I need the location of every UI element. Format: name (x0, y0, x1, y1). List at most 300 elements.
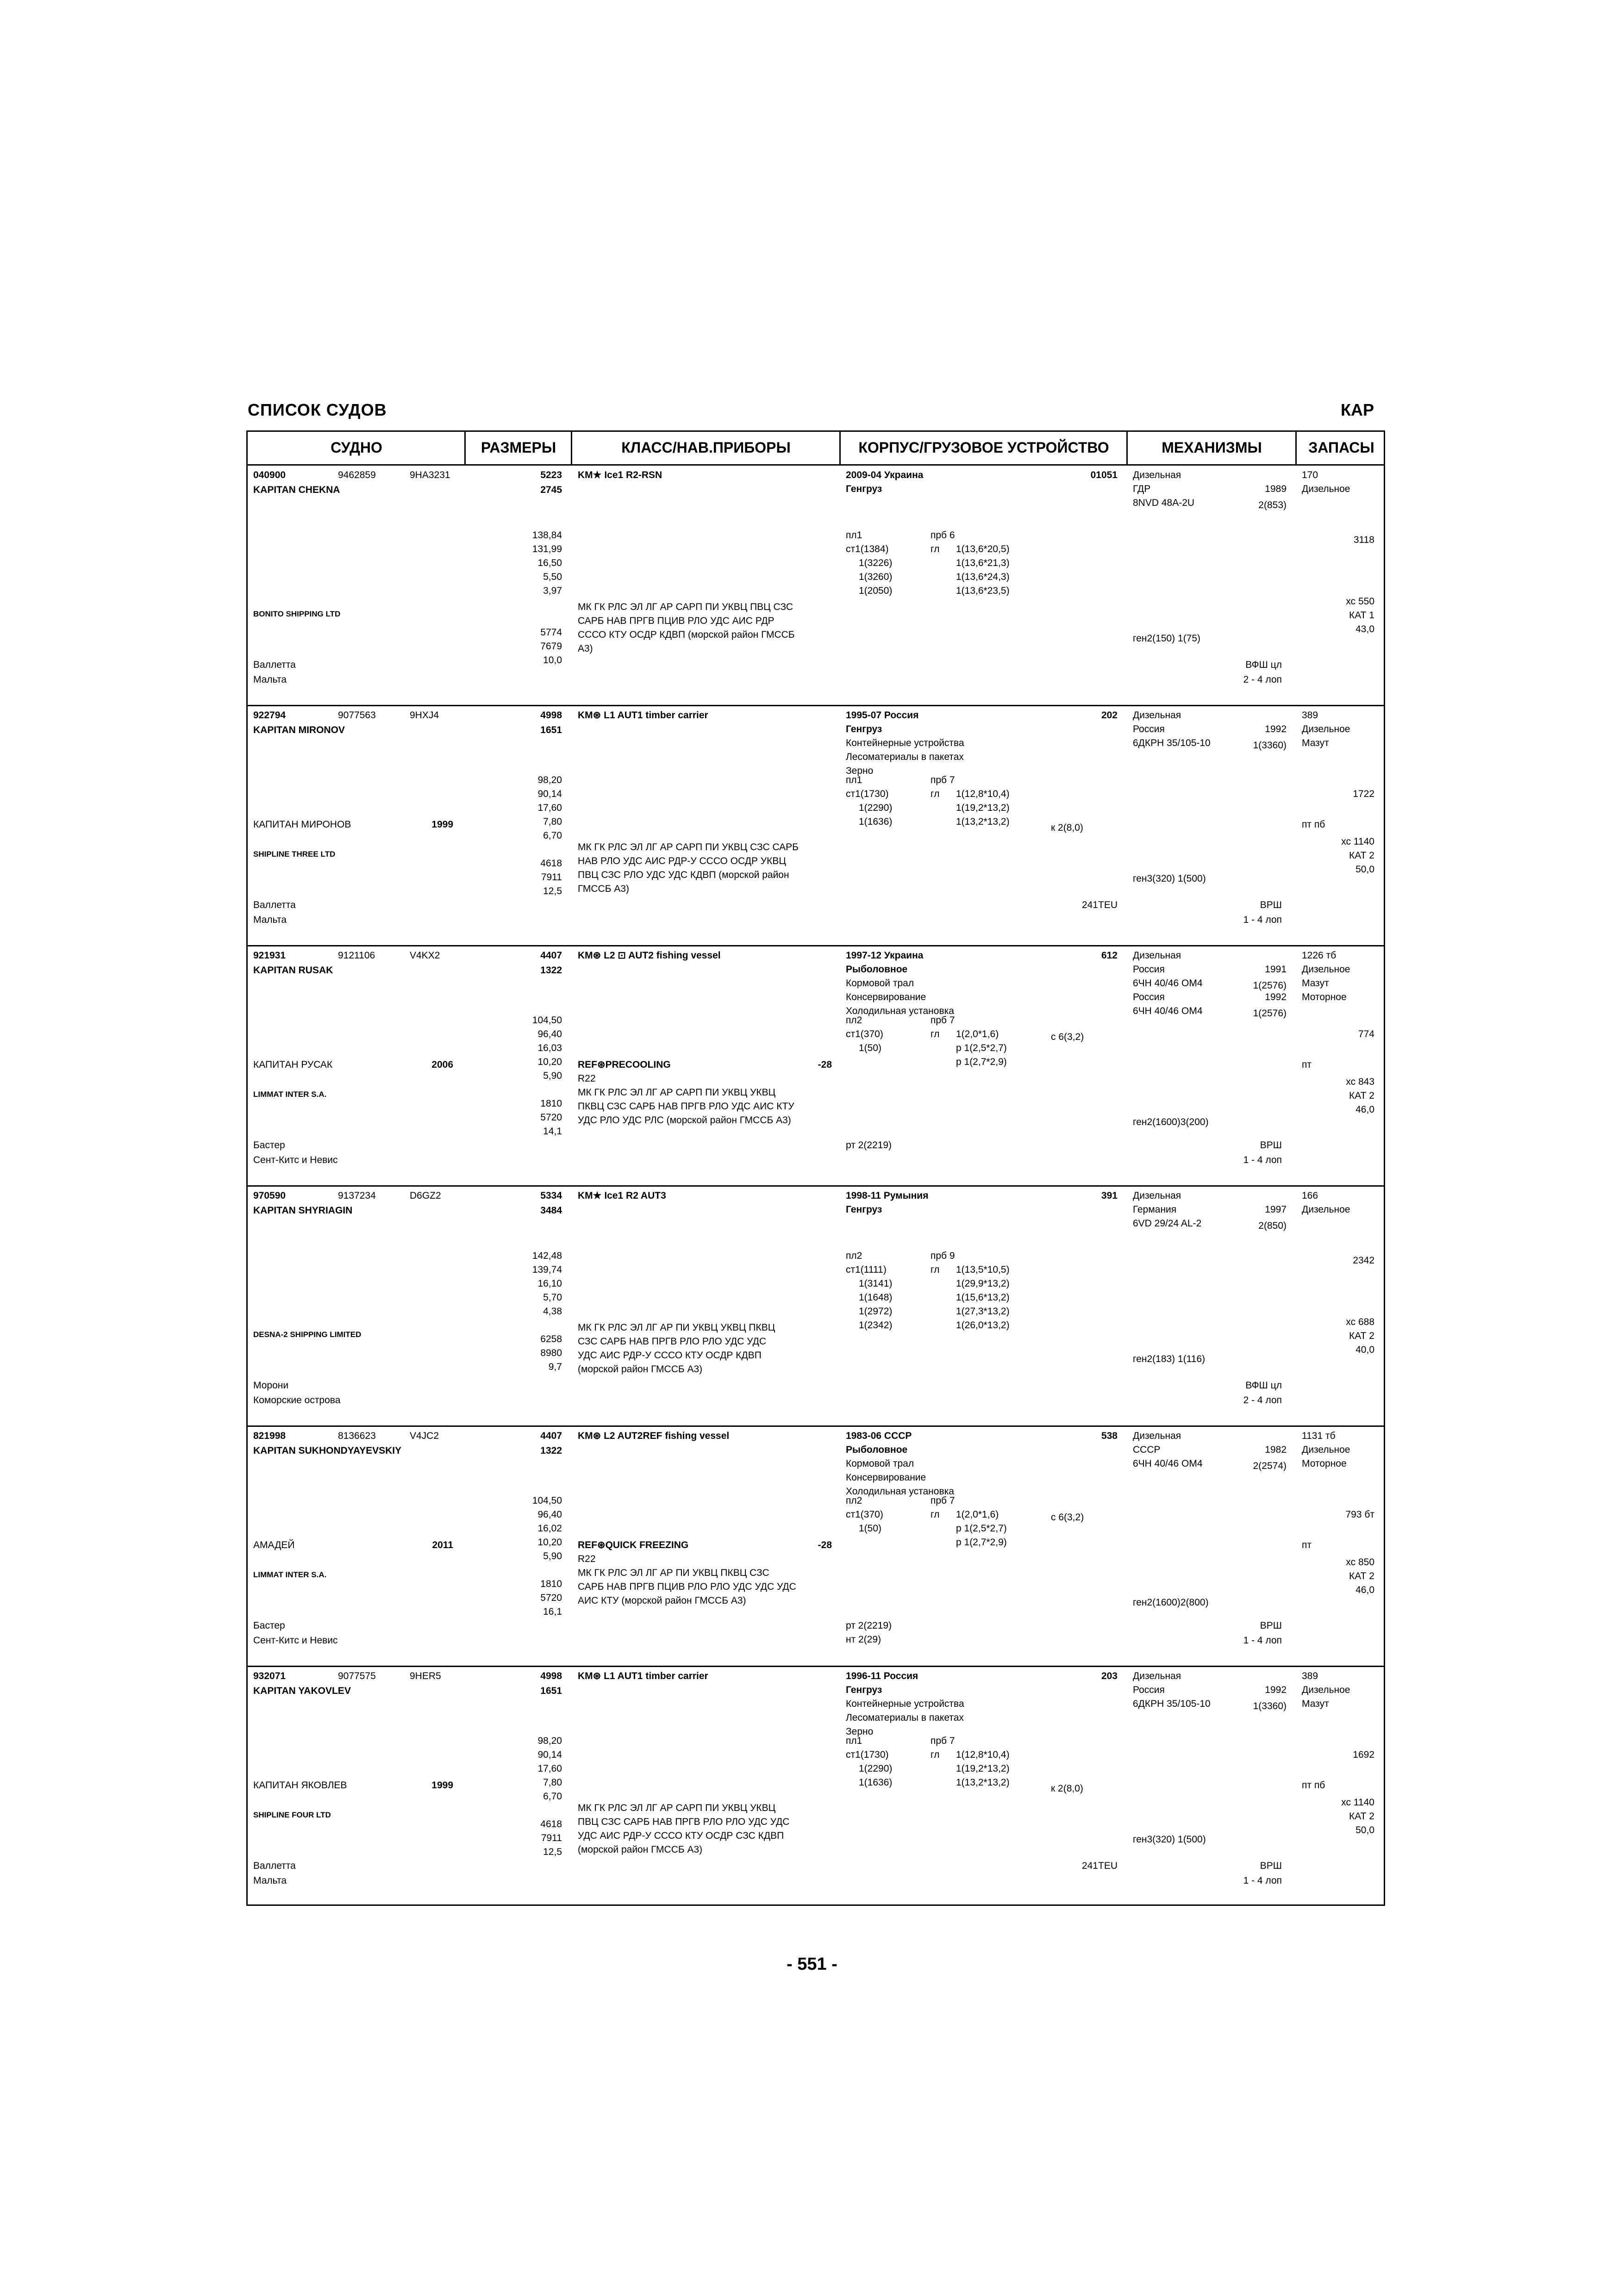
col-razmery-header: РАЗМЕРЫ (481, 439, 556, 456)
reg-number: 040900 (253, 470, 286, 480)
dimension-value: 10,0 (543, 655, 562, 666)
fuel-type-line: 389 (1302, 710, 1318, 721)
dimension-value: 3,97 (543, 585, 562, 596)
engine-power: 1(2576) (1253, 980, 1287, 991)
fuel-capacity: 1692 (1353, 1749, 1374, 1760)
engine-power: 1(3360) (1253, 1701, 1287, 1711)
hatch-size: 1(13,6*24,3) (956, 572, 1010, 582)
engine-line: Россия (1133, 724, 1165, 734)
hatch-size: р 1(2,7*2,9) (956, 1057, 1007, 1067)
home-port: Бастер (253, 1620, 285, 1631)
hold-hatch-label: прб 6 (931, 530, 955, 541)
build-date-country: 1996-11 Россия (846, 1671, 918, 1681)
endurance-line: хс 843 (1346, 1076, 1374, 1087)
dimension-value: 16,10 (537, 1278, 562, 1289)
dimension-value: 131,99 (532, 544, 562, 554)
reefer-class: REF⊛PRECOOLING (578, 1059, 671, 1070)
tank-capacity: нт 2(29) (846, 1634, 881, 1645)
class-notation: KM⊛ L1 AUT1 timber carrier (578, 710, 708, 721)
page-header-title: СПИСОК СУДОВ (248, 400, 387, 419)
call-sign: 9HA3231 (410, 470, 450, 480)
reg-number: 921931 (253, 950, 286, 961)
hatch-size: 1(13,5*10,5) (956, 1264, 1010, 1275)
hatch-size: 1(12,8*10,4) (956, 1749, 1010, 1760)
hold-capacity: 1(2972) (859, 1306, 893, 1317)
ship-record (248, 946, 1384, 1186)
class-notation: KM★ Ice1 R2-RSN (578, 470, 662, 480)
hold-capacity: пл2 (846, 1251, 862, 1261)
hull-type-line: Консервирование (846, 992, 926, 1002)
dimension-value: 7,80 (543, 816, 562, 827)
teu-capacity: 241TEU (1081, 1860, 1118, 1871)
yard-number: 203 (1101, 1671, 1118, 1681)
engine-power: 1(2576) (1253, 1008, 1287, 1019)
engine-year: 1991 (1265, 964, 1287, 975)
gross-tonnage: 4998 (540, 710, 562, 721)
hold-capacity: 1(3226) (859, 558, 893, 568)
endurance-line: 50,0 (1355, 864, 1374, 875)
propeller-blades: 1 - 4 лоп (1243, 915, 1282, 925)
home-port: Валлетта (253, 660, 296, 670)
former-name-year: 2011 (432, 1540, 453, 1550)
fuel-type-line: Дизельное (1302, 484, 1350, 494)
former-name: КАПИТАН РУСАК (253, 1059, 333, 1070)
dimension-value: 4,38 (543, 1306, 562, 1317)
engine-line: Россия (1133, 1685, 1165, 1695)
hold-capacity: ст1(1730) (846, 1749, 889, 1760)
imo-number: 9462859 (338, 470, 376, 480)
page-header-section: КАР (1341, 400, 1374, 419)
hold-hatch-label: гл (931, 789, 940, 799)
class-notation: KM★ Ice1 R2 AUT3 (578, 1190, 666, 1201)
endurance-line: КАТ 2 (1349, 1331, 1374, 1341)
dimension-value: 5720 (540, 1593, 562, 1603)
ship-record (248, 1667, 1384, 1907)
hold-capacity: ст1(1384) (846, 544, 889, 554)
propeller-type: ВФШ цл (1245, 1380, 1282, 1391)
home-port: Валлетта (253, 1860, 296, 1871)
engine-line: Россия (1133, 964, 1165, 975)
dimension-value: 6,70 (543, 1791, 562, 1802)
hold-capacity: 1(50) (859, 1043, 882, 1053)
reg-number: 970590 (253, 1190, 286, 1201)
net-tonnage: 1651 (540, 725, 562, 735)
yard-number: 612 (1101, 950, 1118, 961)
hold-hatch-label: гл (931, 1264, 940, 1275)
nav-equipment-line: УДС РЛО УДС РЛС (морской район ГМССБ А3) (578, 1115, 791, 1126)
dimension-value: 5,50 (543, 572, 562, 582)
generators: ген2(1600)3(200) (1133, 1117, 1209, 1127)
hull-type-line: Генгруз (846, 1685, 882, 1695)
yard-number: 202 (1101, 710, 1118, 721)
former-name-year: 2006 (431, 1059, 453, 1070)
ship-name: KAPITAN CHEKNA (253, 485, 340, 495)
dimension-value: 4618 (540, 1819, 562, 1829)
engine-line: Дизельная (1133, 1671, 1181, 1681)
home-port: Морони (253, 1380, 289, 1391)
engine-line: Дизельная (1133, 710, 1181, 721)
endurance-line: 46,0 (1355, 1104, 1374, 1115)
imo-number: 9121106 (338, 950, 375, 961)
nav-equipment-line: МК ГК РЛС ЭЛ ЛГ АР САРП ПИ УКВЦ СЗС САРБ (578, 842, 799, 852)
endurance-line: 50,0 (1355, 1825, 1374, 1836)
call-sign: V4JC2 (410, 1431, 439, 1441)
nav-equipment-line: МК ГК РЛС ЭЛ ЛГ АР САРП ПИ УКВЦ УКВЦ (578, 1803, 776, 1813)
hull-type-line: Контейнерные устройства (846, 1699, 964, 1709)
engine-line: ГДР (1133, 484, 1151, 494)
owner: SHIPLINE THREE LTD (253, 850, 336, 859)
hull-type-line: Кормовой трал (846, 1458, 914, 1469)
ship-record (248, 1426, 1384, 1667)
hold-capacity: 1(2342) (859, 1320, 893, 1331)
endurance-line: КАТ 2 (1349, 1090, 1374, 1101)
hatch-size: 1(29,9*13,2) (956, 1278, 1010, 1289)
fuel-type-line: Дизельное (1302, 724, 1350, 734)
former-name: КАПИТАН ЯКОВЛЕВ (253, 1780, 347, 1791)
call-sign: V4KX2 (410, 950, 440, 961)
hatch-size: р 1(2,7*2,9) (956, 1537, 1007, 1548)
owner: BONITO SHIPPING LTD (253, 610, 341, 618)
yard-number: 538 (1101, 1431, 1118, 1441)
hold-capacity: 1(1636) (859, 1777, 893, 1788)
page-number: - 551 - (787, 1954, 837, 1974)
hold-capacity: 1(2290) (859, 803, 893, 813)
hull-type-line: Генгруз (846, 1204, 882, 1215)
engine-line: 6VD 29/24 AL-2 (1133, 1218, 1202, 1229)
call-sign: D6GZ2 (410, 1190, 441, 1201)
imo-number: 9137234 (338, 1190, 376, 1201)
engine-line: 6ДКРН 35/105-10 (1133, 738, 1211, 748)
hold-capacity: пл2 (846, 1015, 862, 1026)
generators: ген2(183) 1(116) (1133, 1354, 1206, 1364)
hold-capacity: 1(3141) (859, 1278, 893, 1289)
dimension-value: 5,90 (543, 1551, 562, 1562)
engine-line: 6ДКРН 35/105-10 (1133, 1699, 1211, 1709)
flag: Мальта (253, 1875, 287, 1886)
gross-tonnage: 4998 (540, 1671, 562, 1681)
engine-line: Дизельная (1133, 1431, 1181, 1441)
build-date-country: 1983-06 СССР (846, 1431, 912, 1441)
dimension-value: 10,20 (537, 1057, 562, 1067)
hatch-size: 1(13,2*13,2) (956, 816, 1010, 827)
nav-equipment-line: МК ГК РЛС ЭЛ ЛГ АР ПИ УКВЦ УКВЦ ПКВЦ (578, 1322, 775, 1333)
nav-equipment-line: ПВЦ СЗС РЛО УДС УДС КДВП (морской район (578, 870, 789, 880)
nav-equipment-line: МК ГК РЛС ЭЛ ЛГ АР САРП ПИ УКВЦ ПВЦ СЗС (578, 602, 793, 612)
dimension-value: 5,70 (543, 1292, 562, 1303)
nav-equipment-line: ПВЦ СЗС САРБ НАВ ПРГВ РЛО РЛО УДС УДС (578, 1817, 790, 1827)
dimension-value: 90,14 (537, 1749, 562, 1760)
dimension-value: 104,50 (532, 1495, 562, 1506)
dimension-value: 96,40 (537, 1029, 562, 1039)
build-date-country: 2009-04 Украина (846, 470, 924, 480)
engine-line: Россия (1133, 992, 1165, 1002)
cargo-crane: с 6(3,2) (1051, 1512, 1084, 1523)
column-divider (1295, 432, 1297, 465)
hull-type-line: Рыболовное (846, 964, 908, 975)
nav-equipment-line: САРБ НАВ ПРГВ ПЦИВ РЛО УДС АИС РДР (578, 616, 775, 626)
dimension-value: 96,40 (537, 1509, 562, 1520)
fuel-extra: пт пб (1302, 1780, 1325, 1791)
hold-hatch-label: прб 9 (931, 1251, 955, 1261)
endurance-line: хс 1140 (1341, 1797, 1374, 1808)
gross-tonnage: 5223 (540, 470, 562, 480)
hold-capacity: ст1(370) (846, 1029, 883, 1039)
engine-power: 1(3360) (1253, 740, 1287, 751)
dimension-value: 6,70 (543, 830, 562, 841)
build-date-country: 1997-12 Украина (846, 950, 924, 961)
former-name: КАПИТАН МИРОНОВ (253, 819, 351, 830)
former-name-year: 1999 (431, 1780, 453, 1791)
fuel-type-line: 389 (1302, 1671, 1318, 1681)
endurance-line: КАТ 2 (1349, 1571, 1374, 1581)
hatch-size: 1(13,6*21,3) (956, 558, 1010, 568)
nav-equipment-line: НАВ РЛО УДС АИС РДР-У СССО ОСДР УКВЦ (578, 856, 786, 866)
imo-number: 9077563 (338, 710, 376, 721)
engine-line: Дизельная (1133, 1190, 1181, 1201)
nav-equipment-line: АИС КТУ (морской район ГМССБ А3) (578, 1595, 746, 1606)
nav-equipment-line: А3) (578, 643, 593, 654)
hold-capacity: ст1(1730) (846, 789, 889, 799)
gross-tonnage: 5334 (540, 1190, 562, 1201)
flag: Мальта (253, 915, 287, 925)
reefer-class: REF⊛QUICK FREEZING (578, 1540, 689, 1550)
hull-type-line: Зерно (846, 1726, 874, 1737)
dimension-value: 5720 (540, 1112, 562, 1123)
hold-capacity: пл1 (846, 1736, 862, 1746)
flag: Коморские острова (253, 1395, 341, 1406)
nav-equipment-line: СССО КТУ ОСДР КДВП (морской район ГМССБ (578, 629, 795, 640)
engine-power: 2(850) (1258, 1220, 1287, 1231)
endurance-line: хс 1140 (1341, 836, 1374, 847)
ship-record (248, 1186, 1384, 1426)
hull-type-line: Холодильная установка (846, 1006, 954, 1016)
dimension-value: 10,20 (537, 1537, 562, 1548)
engine-year: 1982 (1265, 1444, 1287, 1455)
engine-year: 1997 (1265, 1204, 1287, 1215)
nav-equipment-line: (морской район ГМССБ А3) (578, 1844, 703, 1855)
endurance-line: 40,0 (1355, 1344, 1374, 1355)
nav-equipment-line: МК ГК РЛС ЭЛ ЛГ АР САРП ПИ УКВЦ УКВЦ (578, 1087, 776, 1098)
fuel-type-line: 1131 тб (1302, 1431, 1336, 1441)
fuel-type-line: Мазут (1302, 738, 1329, 748)
generators: ген3(320) 1(500) (1133, 873, 1206, 884)
hull-type-line: Генгруз (846, 724, 882, 734)
engine-line: 6ЧН 40/46 ОМ4 (1133, 978, 1203, 989)
engine-line: 6ЧН 40/46 ОМ4 (1133, 1006, 1203, 1016)
cargo-crane: с 6(3,2) (1051, 1032, 1084, 1042)
hull-type-line: Контейнерные устройства (846, 738, 964, 748)
net-tonnage: 1651 (540, 1686, 562, 1696)
hold-capacity: 1(1648) (859, 1292, 893, 1303)
build-date-country: 1995-07 Россия (846, 710, 919, 721)
owner: DESNA-2 SHIPPING LIMITED (253, 1330, 362, 1339)
hold-capacity: пл1 (846, 530, 862, 541)
hatch-size: 1(2,0*1,6) (956, 1029, 999, 1039)
hatch-size: р 1(2,5*2,7) (956, 1043, 1007, 1053)
class-notation: KM⊛ L1 AUT1 timber carrier (578, 1671, 708, 1681)
col-zapasy-header: ЗАПАСЫ (1308, 439, 1374, 456)
column-divider (1126, 432, 1128, 465)
hatch-size: 1(26,0*13,2) (956, 1320, 1010, 1331)
fuel-type-line: Дизельное (1302, 964, 1350, 975)
hold-hatch-label: гл (931, 1749, 940, 1760)
nav-equipment-line: (морской район ГМССБ А3) (578, 1364, 703, 1375)
hold-capacity: пл2 (846, 1495, 862, 1506)
reefer-temperature: -28 (818, 1059, 832, 1070)
hold-capacity: ст1(370) (846, 1509, 883, 1520)
cargo-crane: к 2(8,0) (1051, 822, 1083, 833)
class-notation: KM⊛ L2 AUT2REF fishing vessel (578, 1431, 730, 1441)
dimension-value: 6258 (540, 1334, 562, 1344)
nav-equipment-line: ПКВЦ СЗС САРБ НАВ ПРГВ РЛО УДС АИС КТУ (578, 1101, 794, 1112)
nav-equipment-line: УДС АИС РДР-У СССО КТУ ОСДР СЗС КДВП (578, 1830, 784, 1841)
owner: LIMMAT INTER S.A. (253, 1570, 327, 1579)
dimension-value: 138,84 (532, 530, 562, 541)
owner: LIMMAT INTER S.A. (253, 1090, 327, 1099)
refrigerant: R22 (578, 1554, 596, 1564)
net-tonnage: 1322 (540, 1445, 562, 1456)
hatch-size: 1(13,6*23,5) (956, 585, 1010, 596)
hold-hatch-label: прб 7 (931, 1736, 955, 1746)
dimension-value: 1810 (540, 1098, 562, 1109)
dimension-value: 8980 (540, 1348, 562, 1358)
hatch-size: 1(15,6*13,2) (956, 1292, 1010, 1303)
col-korpus-header: КОРПУС/ГРУЗОВОЕ УСТРОЙСТВО (858, 439, 1109, 456)
engine-line: СССР (1133, 1444, 1161, 1455)
dimension-value: 90,14 (537, 789, 562, 799)
fuel-type-line: Дизельное (1302, 1685, 1350, 1695)
gross-tonnage: 4407 (540, 1431, 562, 1441)
yard-number: 391 (1101, 1190, 1118, 1201)
endurance-line: КАТ 2 (1349, 1811, 1374, 1822)
dimension-value: 12,5 (543, 886, 562, 896)
dimension-value: 17,60 (537, 1763, 562, 1774)
hold-capacity: 1(50) (859, 1523, 882, 1534)
engine-power: 2(853) (1258, 500, 1287, 510)
hold-capacity: 1(2290) (859, 1763, 893, 1774)
fuel-type-line: 1226 тб (1302, 950, 1337, 961)
fuel-capacity: 3118 (1353, 535, 1374, 545)
cargo-crane: к 2(8,0) (1051, 1783, 1083, 1794)
teu-capacity: 241TEU (1081, 900, 1118, 910)
col-klass-header: КЛАСС/НАВ.ПРИБОРЫ (621, 439, 791, 456)
hold-hatch-label: прб 7 (931, 775, 955, 785)
propeller-type: ВРШ (1260, 1860, 1282, 1871)
hatch-size: 1(12,8*10,4) (956, 789, 1010, 799)
dimension-value: 16,1 (543, 1606, 562, 1617)
dimension-value: 98,20 (537, 775, 562, 785)
ships-table (246, 430, 1385, 1906)
engine-year: 1992 (1265, 992, 1287, 1002)
hold-capacity: ст1(1111) (846, 1264, 887, 1275)
propeller-blades: 1 - 4 лоп (1243, 1875, 1282, 1886)
dimension-value: 7911 (541, 872, 562, 883)
imo-number: 8136623 (338, 1431, 376, 1441)
engine-power: 2(2574) (1253, 1461, 1287, 1471)
dimension-value: 7679 (540, 641, 562, 652)
refrigerant: R22 (578, 1073, 596, 1084)
endurance-line: КАТ 1 (1349, 610, 1374, 621)
propeller-type: ВРШ (1260, 900, 1282, 910)
home-port: Бастер (253, 1140, 285, 1151)
dimension-value: 4618 (540, 858, 562, 869)
class-notation: KM⊛ L2 ⊡ AUT2 fishing vessel (578, 950, 721, 961)
hatch-size: 1(2,0*1,6) (956, 1509, 999, 1520)
propeller-type: ВРШ (1260, 1620, 1282, 1631)
hold-hatch-label: прб 7 (931, 1495, 955, 1506)
ship-name: KAPITAN YAKOVLEV (253, 1686, 351, 1696)
fuel-type-line: Дизельное (1302, 1204, 1350, 1215)
ship-name: KAPITAN RUSAK (253, 965, 333, 976)
former-name-year: 1999 (431, 819, 453, 830)
endurance-line: 46,0 (1355, 1585, 1374, 1595)
fuel-type-line: 170 (1302, 470, 1318, 480)
hatch-size: 1(19,2*13,2) (956, 1763, 1010, 1774)
hull-type-line: Лесоматериалы в пакетах (846, 1712, 964, 1723)
fuel-extra: пт (1302, 1059, 1312, 1070)
net-tonnage: 1322 (540, 965, 562, 976)
endurance-line: хс 850 (1346, 1557, 1374, 1568)
hatch-size: 1(13,2*13,2) (956, 1777, 1010, 1788)
fuel-type-line: Дизельное (1302, 1444, 1350, 1455)
dimension-value: 16,03 (537, 1043, 562, 1053)
engine-line: Дизельная (1133, 470, 1181, 480)
col-mehanizmy-header: МЕХАНИЗМЫ (1162, 439, 1262, 456)
hull-type-line: Рыболовное (846, 1444, 908, 1455)
hold-capacity: 1(3260) (859, 572, 893, 582)
dimension-value: 16,50 (537, 558, 562, 568)
hold-hatch-label: прб 7 (931, 1015, 955, 1026)
hold-capacity: пл1 (846, 775, 862, 785)
build-date-country: 1998-11 Румыния (846, 1190, 929, 1201)
endurance-line: хс 688 (1346, 1317, 1374, 1327)
flag: Сент-Китс и Невис (253, 1635, 338, 1646)
yard-number: 01051 (1090, 470, 1118, 480)
fuel-extra: пт (1302, 1540, 1312, 1550)
gross-tonnage: 4407 (540, 950, 562, 961)
home-port: Валлетта (253, 900, 296, 910)
endurance-line: хс 550 (1346, 596, 1374, 607)
endurance-line: 43,0 (1355, 624, 1374, 635)
call-sign: 9HER5 (410, 1671, 441, 1681)
ship-name: KAPITAN SHYRIAGIN (253, 1205, 353, 1216)
hull-type-line: Холодильная установка (846, 1486, 954, 1497)
dimension-value: 9,7 (548, 1362, 562, 1372)
dimension-value: 5774 (540, 627, 562, 638)
dimension-value: 14,1 (543, 1126, 562, 1137)
generators: ген2(1600)2(800) (1133, 1597, 1209, 1608)
generators: ген2(150) 1(75) (1133, 633, 1201, 644)
hold-hatch-label: гл (931, 1029, 940, 1039)
engine-line: Дизельная (1133, 950, 1181, 961)
hold-hatch-label: гл (931, 544, 940, 554)
dimension-value: 104,50 (532, 1015, 562, 1026)
dimension-value: 7,80 (543, 1777, 562, 1788)
flag: Мальта (253, 674, 287, 685)
dimension-value: 98,20 (537, 1736, 562, 1746)
fuel-type-line: Мазут (1302, 1699, 1329, 1709)
hull-type-line: Консервирование (846, 1472, 926, 1483)
engine-year: 1992 (1265, 724, 1287, 734)
hold-capacity: 1(2050) (859, 585, 893, 596)
propeller-type: ВРШ (1260, 1140, 1282, 1151)
fuel-capacity: 774 (1358, 1029, 1374, 1039)
propeller-blades: 2 - 4 лоп (1243, 1395, 1282, 1406)
tank-capacity: рт 2(2219) (846, 1620, 892, 1631)
fuel-capacity: 793 бт (1345, 1509, 1374, 1520)
hull-type-line: Кормовой трал (846, 978, 914, 989)
owner: SHIPLINE FOUR LTD (253, 1811, 331, 1819)
